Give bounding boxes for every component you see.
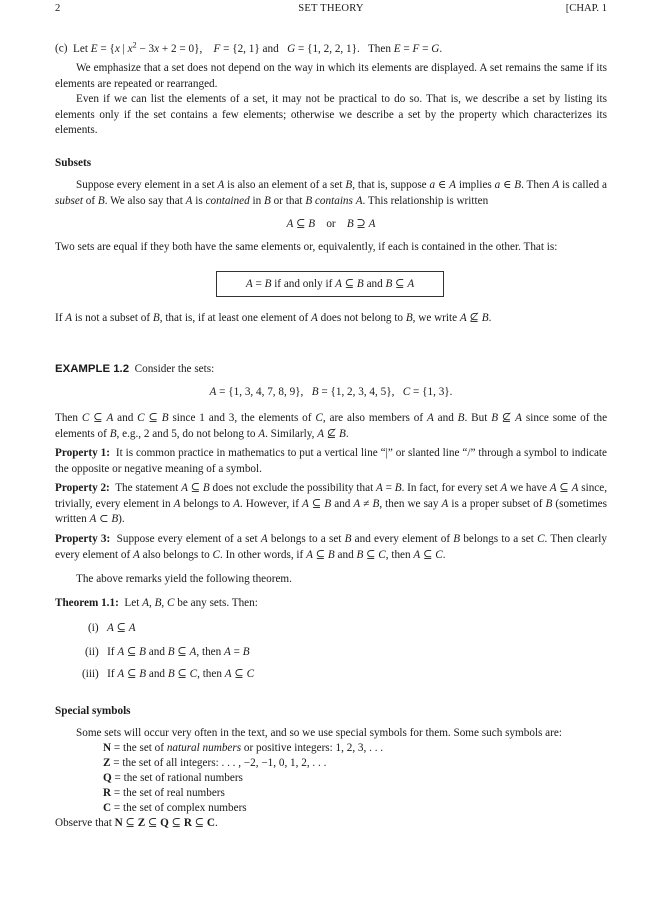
example-1-2-heading [55, 362, 214, 378]
theorem-item [88, 621, 136, 637]
paragraph-emphasize: We emphasize that a set does not depend on the way in which its elements are displayed. A set remains the same if its elements are repeated or rearranged. [55, 62, 607, 90]
theorem-item [82, 667, 254, 683]
property-2-label: Property 2: [55, 482, 110, 494]
paragraph-even-if: Even if we can list the elements of a set, it may not be practical to do so. That is, we describe a set by listing its elements only if the set contains a few elements; otherwise we describe a set by the property which characterizes its elements. [55, 93, 607, 136]
example-c-label: (c) [55, 42, 68, 55]
equal-sets-text: Two sets are equal if they both have the same elements or, equivalently, if each is contained in the other. That is: [55, 241, 558, 253]
property-3-label: Property 3: [55, 533, 111, 545]
example-intro: Consider the sets: [134, 363, 215, 375]
theorem-item [85, 645, 250, 661]
property-3 [55, 532, 607, 563]
symbol-definition [103, 771, 243, 787]
theorem-item-number: (ii) [85, 646, 99, 658]
theorem-item-text: If A ⊆ B and B ⊆ A, then A = B [107, 646, 250, 658]
symbol: N [103, 742, 112, 754]
symbol: Q [103, 772, 112, 784]
subsets-paragraph: Suppose every element in a set A is also an element of a set B, that is, suppose a ∈ A implies a ∈ B. Then A is called a subset of B. We also say that A is contained in B or that B contains A. This relationship is written [55, 179, 607, 207]
special-symbols-heading-text: Special symbols [55, 705, 131, 717]
example-label: EXAMPLE 1.2 [55, 363, 130, 375]
symbol-definition [103, 786, 225, 802]
theorem-label: Theorem 1.1: [55, 597, 119, 609]
theorem-intro: Let A, B, C be any sets. Then: [124, 597, 258, 609]
theorem-item-number: (iii) [82, 668, 99, 680]
example-c-text: Let E = {x | $x^2 - 3x + 2 = 0$}, F = {2, 1} and G = {1, 2, 2, 1}. Then E = F = G. [73, 40, 443, 55]
subset-display: A ⊆ B or B ⊇ A [286, 218, 376, 230]
theorem-item-number: (i) [88, 622, 99, 634]
example-sets: A = {1, 3, 4, 7, 8, 9}, B = {1, 2, 3, 4, 5}, C = {1, 3}. [209, 386, 453, 398]
symbol-definition [103, 756, 326, 772]
property-3-text: Suppose every element of a set A belongs to a set B and every element of B belongs to a set C. Then clearly every element of A also belongs to C. In other words, if A ⊆ B and B ⊆ C, then A ⊆ C. [55, 533, 607, 561]
subsets-heading [55, 156, 91, 172]
property-1-label: Property 1: [55, 447, 110, 459]
remarks-text: The above remarks yield the following theorem. [76, 573, 292, 585]
page-number: 2 [55, 3, 61, 14]
subsets-heading-text: Subsets [55, 157, 92, 169]
special-symbols-intro: Some sets will occur very often in the text, and so we use special symbols for them. Some such symbols are: [76, 727, 562, 739]
symbol-text: = the set of complex numbers [111, 802, 247, 814]
symbol-definition [103, 801, 247, 817]
symbol-text: = the set of all integers: . . . , −2, −1, 0, 1, 2, . . . [110, 757, 327, 769]
symbol-text: = the set of rational numbers [111, 772, 243, 784]
observe-text: Observe that N ⊆ Z ⊆ Q ⊆ R ⊆ C. [55, 817, 218, 829]
not-subset-text: If A is not a subset of B, that is, if at least one element of A does not belong to B, we write A ⊈ B. [55, 312, 492, 324]
symbol-text: = the set of natural numbers or positive integers: 1, 2, 3, . . . [111, 742, 384, 754]
boxed-definition: A = B if and only if A ⊆ B and B ⊆ A [216, 271, 444, 297]
running-title: SET THEORY [298, 3, 364, 14]
symbol: Z [103, 757, 111, 769]
symbol-definition [103, 741, 383, 757]
running-head [55, 1, 607, 15]
symbol: C [103, 802, 112, 814]
chapter-label: [CHAP. 1 [565, 3, 607, 14]
property-1-text: It is common practice in mathematics to put a vertical line “|” or slanted line “/” through a symbol to indicate the opposite or negative meaning of a symbol. [55, 447, 608, 475]
property-2-text: The statement A ⊆ B does not exclude the possibility that A = B. In fact, for every set A we have A ⊆ A since, trivially, every element in A belongs to A. However, if A ⊆ B and A ≠ B, then we say A is a proper subset of B (sometimes written A ⊂ B). [55, 482, 608, 525]
theorem-heading [55, 596, 258, 612]
symbol: R [103, 787, 112, 799]
theorem-item-text: A ⊆ A [106, 622, 136, 634]
example-then: Then C ⊆ A and C ⊆ B since 1 and 3, the elements of C, are also members of A and B. But B ⊈ A since some of the elements of B, e.g., 2 and 5, do not belong to A. Similarly, A ⊈ B. [55, 412, 608, 440]
property-2 [55, 481, 607, 528]
special-symbols-heading [55, 704, 131, 720]
property-1 [55, 446, 607, 477]
example-c [55, 37, 442, 57]
symbol-text: = the set of real numbers [111, 787, 225, 799]
theorem-item-text: If A ⊆ B and B ⊆ C, then A ⊆ C [107, 668, 255, 680]
